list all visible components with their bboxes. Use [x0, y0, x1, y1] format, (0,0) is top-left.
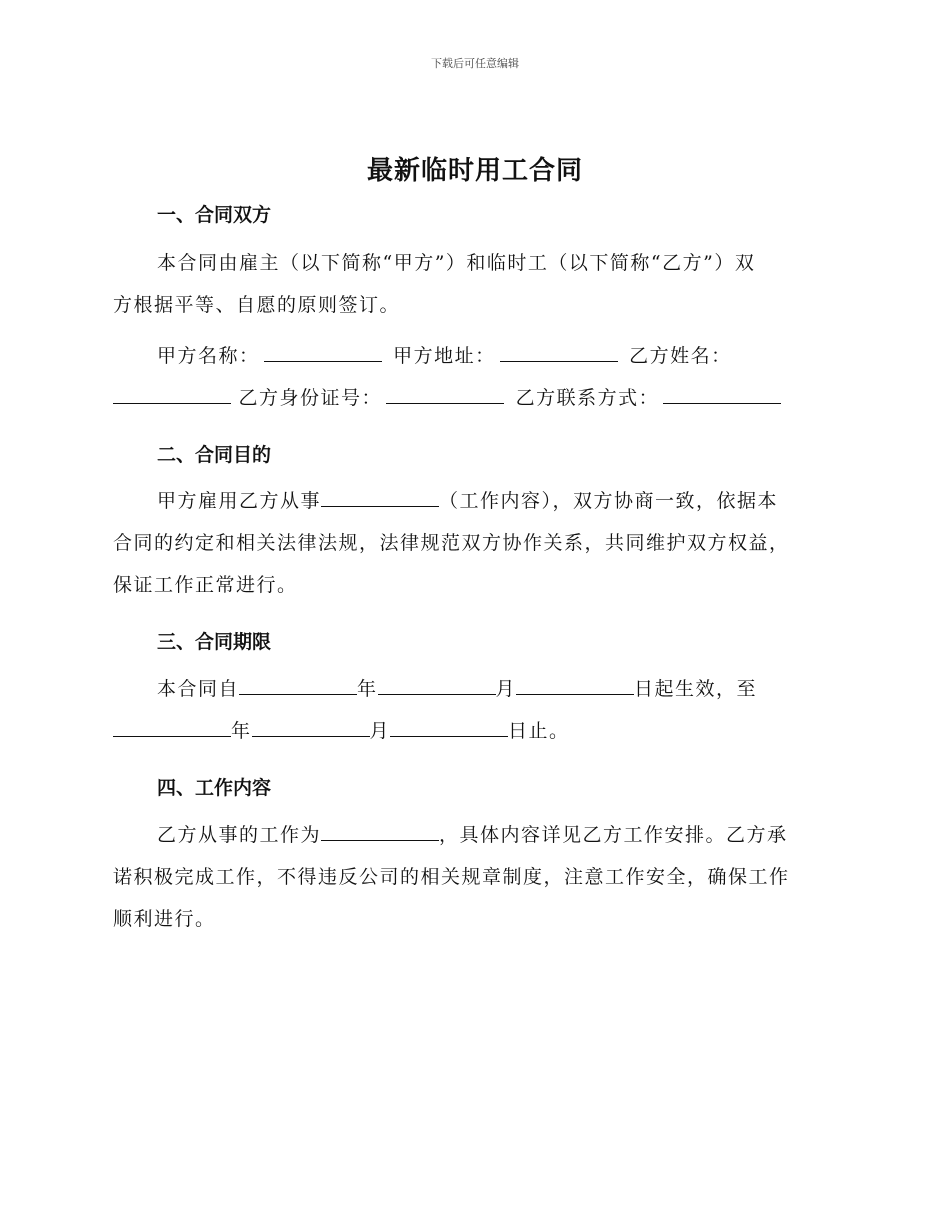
- blank-start-year[interactable]: [239, 676, 357, 695]
- paragraph-term: [113, 668, 833, 752]
- paragraph-line: 顺利进行。: [113, 908, 216, 930]
- paragraph-line: [113, 814, 833, 856]
- text-segment: 月: [369, 720, 391, 742]
- paragraph-purpose: [113, 480, 833, 606]
- paragraph-line: 诺积极完成工作，不得违反公司的相关规章制度，注意工作安全，确保工作: [113, 866, 790, 888]
- blank-work-duty[interactable]: [321, 822, 439, 841]
- blank-party-b-contact[interactable]: [663, 385, 781, 404]
- section-heading-purpose: 二、合同目的: [157, 444, 272, 466]
- field-label-party-a-name: 甲方名称：: [157, 345, 260, 367]
- text-segment: 月: [495, 678, 517, 700]
- blank-work-content[interactable]: [321, 488, 439, 507]
- blank-end-day[interactable]: [390, 718, 508, 737]
- paragraph-line: 方根据平等、自愿的原则签订。: [113, 294, 401, 316]
- blank-end-month[interactable]: [252, 718, 370, 737]
- paragraph-line: 合同的约定和相关法律法规，法律规范双方协作关系，共同维护双方权益，: [113, 532, 790, 554]
- paragraph-line: 保证工作正常进行。: [113, 574, 298, 596]
- paragraph-work: [113, 814, 833, 940]
- section-heading-parties: 一、合同双方: [157, 204, 272, 226]
- paragraph-line: 本合同由雇主（以下简称“甲方”）和临时工（以下简称“乙方”）双: [157, 252, 756, 274]
- field-label-party-b-name: 乙方姓名：: [629, 345, 732, 367]
- text-segment: 甲方雇用乙方从事: [157, 490, 322, 512]
- blank-party-b-id[interactable]: [386, 385, 504, 404]
- text-segment: 年: [231, 720, 252, 742]
- text-segment: 乙方从事的工作为: [157, 824, 322, 846]
- text-segment: 日止。: [508, 720, 570, 742]
- blank-party-b-name[interactable]: [113, 385, 231, 404]
- paragraph-line: [113, 335, 833, 377]
- paragraph-line: [113, 480, 833, 522]
- blank-start-month[interactable]: [378, 676, 496, 695]
- paragraph-line: [113, 377, 833, 419]
- text-segment: 本合同自: [157, 678, 240, 700]
- text-segment: 年: [357, 678, 378, 700]
- section-heading-work: 四、工作内容: [157, 777, 272, 799]
- paragraph-line: [113, 668, 833, 710]
- section-heading-term: 三、合同期限: [157, 631, 272, 653]
- field-label-party-b-id: 乙方身份证号：: [238, 387, 383, 409]
- blank-start-day[interactable]: [516, 676, 634, 695]
- blank-party-a-name[interactable]: [264, 343, 382, 362]
- text-segment: （工作内容），双方协商一致，依据本: [439, 490, 779, 512]
- field-label-party-a-address: 甲方地址：: [393, 345, 496, 367]
- text-segment: ，具体内容详见乙方工作安排。乙方承: [439, 824, 788, 846]
- blank-end-year[interactable]: [113, 718, 231, 737]
- text-segment: 日起生效，至: [634, 678, 758, 700]
- blank-party-a-address[interactable]: [500, 343, 618, 362]
- document-title: 最新临时用工合同: [366, 156, 583, 186]
- header-note: 下载后可任意编辑: [431, 57, 519, 70]
- paragraph-party-fields: [113, 335, 833, 419]
- paragraph-line: [113, 710, 833, 752]
- field-label-party-b-contact: 乙方联系方式：: [515, 387, 660, 409]
- paragraph-parties-intro: [113, 242, 833, 326]
